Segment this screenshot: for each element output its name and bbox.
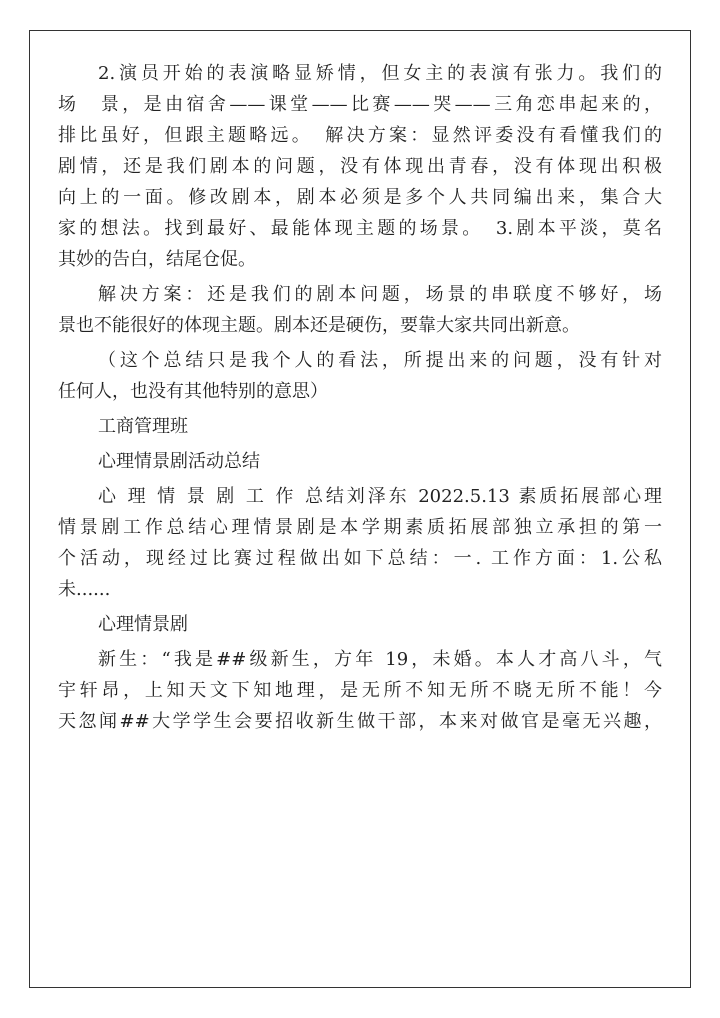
paragraph-work-summary	[58, 481, 662, 605]
paragraph-section-title	[58, 446, 662, 477]
text-line: 家的想法。找到最好、最能体现主题的场景。 3.剧本平淡，莫名	[58, 218, 662, 239]
text-line: 场 景，是由宿舍——课堂——比赛——哭——三角恋串起来的，	[58, 94, 662, 115]
paragraph-performance-feedback	[58, 58, 662, 275]
paragraph-disclaimer	[58, 345, 662, 407]
paragraph-drama-heading	[58, 609, 662, 640]
paragraph-solution	[58, 279, 662, 341]
text-line: （这个总结只是我个人的看法，所提出来的问题，没有针对	[98, 350, 662, 371]
text-line: 情景剧工作总结心理情景剧是本学期素质拓展部独立承担的第一	[58, 517, 662, 538]
text-line: 排比虽好，但跟主题略远。 解决方案：显然评委没有看懂我们的	[58, 125, 662, 146]
text-line: 其妙的告白，结尾仓促。	[58, 249, 256, 270]
text-line: 未......	[58, 579, 111, 600]
document-body	[58, 58, 662, 737]
text-line: 新生：“我是##级新生，方年 19，未婚。本人才高八斗，气	[98, 649, 662, 670]
text-line: 向上的一面。修改剧本，剧本必须是多个人共同编出来，集合大	[58, 187, 662, 208]
text-line: 工商管理班	[98, 416, 188, 437]
text-line: 个活动，现经过比赛过程做出如下总结：一. 工作方面：1.公私	[58, 548, 662, 569]
paragraph-freshman-speech	[58, 644, 662, 737]
text-line: 2.演员开始的表演略显矫情，但女主的表演有张力。我们的	[98, 63, 662, 84]
text-line: 心 理 情 景 剧 工 作 总结刘泽东 2022.5.13 素质拓展部心理	[98, 486, 662, 507]
text-line: 心理情景剧	[98, 614, 188, 635]
text-line: 天忽闻##大学学生会要招收新生做干部，本来对做官是毫无兴趣，	[58, 711, 662, 732]
text-line: 解决方案：还是我们的剧本问题，场景的串联度不够好，场	[98, 284, 662, 305]
text-line: 任何人，也没有其他特别的意思）	[58, 381, 328, 402]
text-line: 景也不能很好的体现主题。剧本还是硬伤，要靠大家共同出新意。	[58, 315, 580, 336]
text-line: 剧情，还是我们剧本的问题，没有体现出青春，没有体现出积极	[58, 156, 662, 177]
text-line: 宇轩昂，上知天文下知地理，是无所不知无所不晓无所不能！今	[58, 680, 662, 701]
text-line: 心理情景剧活动总结	[98, 451, 260, 472]
paragraph-class-name	[58, 411, 662, 442]
